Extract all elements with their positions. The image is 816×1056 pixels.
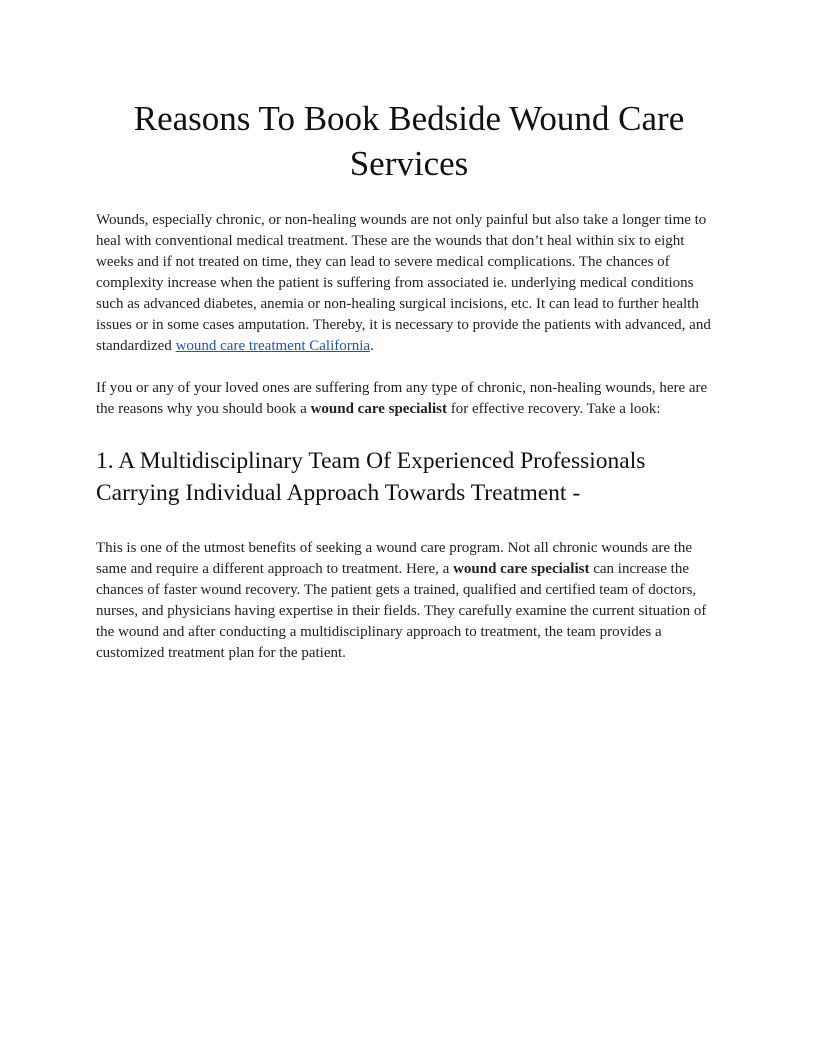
- document-page: [96, 96, 722, 664]
- section-1-after: can increase the chances of faster wound recovery. The patient gets a trained, qualified and certified team of doctors, nurses, and physicians having expertise in their fields. They carefully examine the current situation of the wound and after conducting a multidisciplinary approach to treatment, the team provides a customized treatment plan for the patient.: [96, 561, 707, 661]
- second-paragraph: [96, 378, 722, 420]
- intro-end: .: [370, 338, 374, 354]
- section-1-heading: 1. A Multidisciplinary Team Of Experienced Professionals Carrying Individual Approach Towards Treatment -: [96, 448, 646, 506]
- wound-care-treatment-link[interactable]: wound care treatment California: [175, 338, 371, 354]
- section-1-bold: wound care specialist: [453, 561, 590, 577]
- intro-text: Wounds, especially chronic, or non-healing wounds are not only painful but also take a longer time to heal with conventional medical treatment. These are the wounds that don’t heal within six to eight weeks and if not treated on time, they can lead to severe medical complications. The chances of complexity increase when the patient is suffering from associated ie. underlying medical conditions such as advanced diabetes, anemia or non-healing surgical incisions, etc. It can lead to further health issues or in some cases amputation. Thereby, it is necessary to provide the patients with advanced, and standardized: [96, 212, 711, 354]
- page-title: Reasons To Book Bedside Wound Care Services: [133, 99, 685, 183]
- second-paragraph-before: If you or any of your loved ones are suffering from any type of chronic, non-healing wounds, here are the reasons why you should book a: [96, 380, 708, 417]
- section-1-before: This is one of the utmost benefits of seeking a wound care program. Not all chronic wounds are the same and require a different approach to treatment. Here, a: [96, 540, 693, 577]
- section-1-paragraph: [96, 538, 722, 664]
- second-paragraph-bold: wound care specialist: [310, 401, 447, 417]
- intro-paragraph: [96, 210, 722, 357]
- second-paragraph-after: for effective recovery. Take a look:: [446, 401, 661, 417]
